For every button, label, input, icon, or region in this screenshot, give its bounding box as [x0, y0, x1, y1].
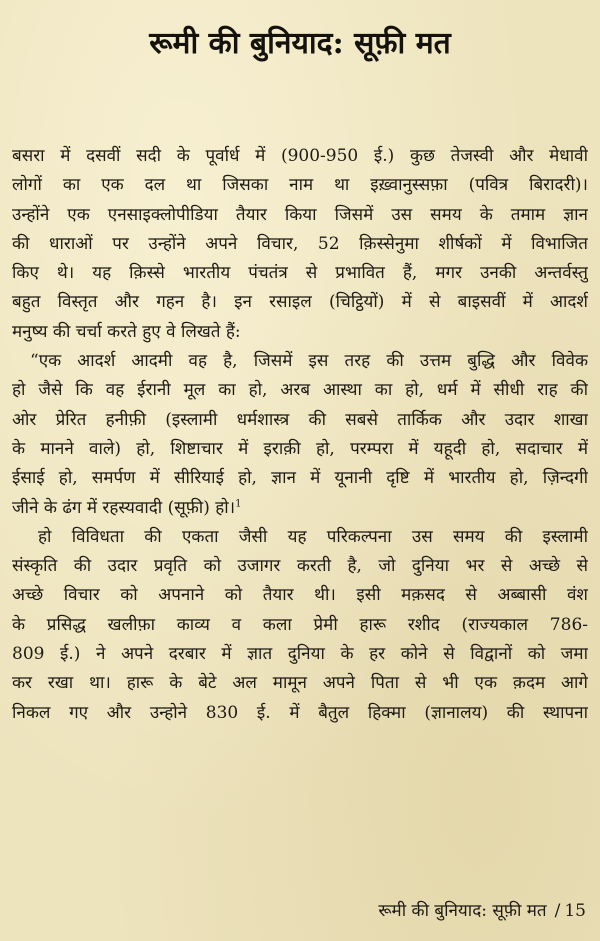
text-line: कर रखा था। हारू के बेटे अल मामून अपने पिता से भी एक क़दम आगे	[12, 673, 588, 694]
text-line: अच्छे विचार को अपनाने को तैयार थी। इसी मक़सद से अब्बासी वंश	[12, 585, 588, 606]
text-line: किए थे। यह क़िस्से भारतीय पंचतंत्र से प्रभावित हैं, मगर उनकी अन्तर्वस्तु	[12, 263, 588, 284]
body-text	[12, 142, 588, 728]
quote-line: ईसाई हो, समर्पण में सीरियाई हो, ज्ञान में यूनानी दृष्टि में भारतीय हो, ज़िन्दगी	[12, 468, 588, 489]
text-line: 809 ई.) ने अपने दरबार में ज्ञात दुनिया के हर कोने से विद्वानों को जमा	[12, 644, 588, 665]
text-line: उन्होंने एक एनसाइक्लोपीडिया तैयार किया जिसमें उस समय के तमाम ज्ञान	[12, 204, 588, 225]
chapter-title: रूमी की बुनियाद: सूफ़ी मत	[149, 26, 451, 61]
text-line: लोगों का एक दल था जिसका नाम था इख़्वानुस्सफ़ा (पवित्र बिरादरी)।	[12, 175, 588, 196]
text-line: बहुत विस्तृत और गहन है। इन रसाइल (चिट्ठियों) में से बाइसवीं में आदर्श	[12, 292, 588, 313]
text-line: मनुष्य की चर्चा करते हुए वे लिखते हैं:	[12, 321, 241, 342]
text-line: के प्रसिद्ध खलीफ़ा काव्य व कला प्रेमी हारू रशीद (राज्यकाल 786-	[12, 614, 588, 635]
text-line: निकल गए और उन्होने 830 ई. में बैतुल हिक्मा (ज्ञानालय) की स्थापना	[12, 702, 588, 723]
text-line: की धाराओं पर उन्होंने अपने विचार, 52 क़िस्सेनुमा शीर्षकों में विभाजित	[12, 233, 588, 254]
quote-line-text: जीने के ढंग में रहस्यवादी (सूफ़ी) हो।	[12, 497, 236, 518]
quote-line: हो जैसे कि वह ईरानी मूल का हो, अरब आस्था का हो, धर्म में सीधी राह की	[12, 380, 588, 401]
page-footer	[378, 899, 586, 923]
quote-line: के मानने वाले) हो, शिष्टाचार में इराक़ी हो, परम्परा में यहूदी हो, सदाचार में	[12, 438, 588, 459]
page-number: 15	[564, 901, 586, 921]
quote-line	[12, 494, 588, 523]
footer-separator: /	[554, 901, 561, 921]
text-line: बसरा में दसवीं सदी के पूर्वार्ध में (900-950 ई.) कुछ तेजस्वी और मेधावी	[12, 146, 588, 166]
quote-line: “एक आदर्श आदमी वह है, जिसमें इस तरह की उत्तम बुद्धि और विवेक	[30, 351, 588, 372]
running-title: रूमी की बुनियाद: सूफ़ी मत	[378, 901, 547, 921]
footnote-marker[interactable]: 1	[235, 497, 242, 509]
text-line: संस्कृति की उदार प्रवृति को उजागर करती है, जो दुनिया भर से अच्छे से	[12, 556, 588, 577]
text-line: हो विविधता की एकता जैसी यह परिकल्पना उस समय की इस्लामी	[38, 526, 588, 547]
quote-line: ओर प्रेरित हनीफ़ी (इस्लामी धर्मशास्त्र की सबसे तार्किक और उदार शाखा	[12, 409, 588, 430]
